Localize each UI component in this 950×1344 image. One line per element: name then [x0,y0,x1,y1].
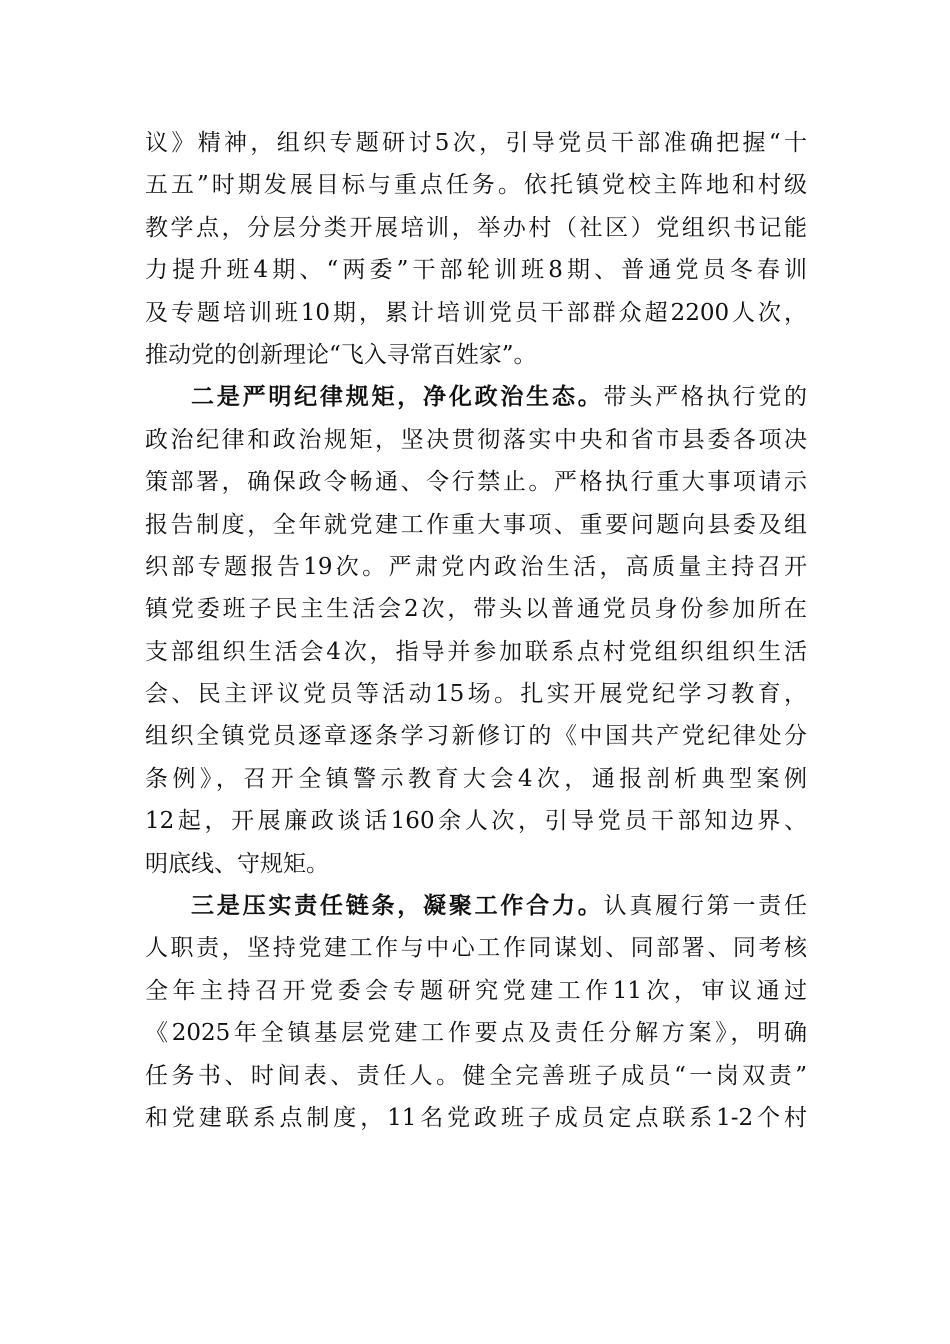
paragraph-heading: 二是严明纪律规矩，净化政治生态。 [191,383,604,411]
text-line: 《2025年全镇基层党建工作要点及责任分解方案》，明确 [145,1020,807,1047]
text-line: 条例》，召开全镇警示教育大会4次，通报剖析典型案例 [145,765,807,792]
paragraph-heading: 三是压实责任链条，凝聚工作合力。 [191,892,604,920]
paragraph-responsibility [145,885,807,1139]
text-line: 会、民主评议党员等活动15场。扎实开展党纪学习教育， [145,681,807,708]
text-line-first [145,376,807,418]
text-line: 推动党的创新理论“飞入寻常百姓家”。 [145,341,537,368]
paragraph-discipline [145,376,807,885]
text-line: 和党建联系点制度，11名党政班子成员定点联系1-2个村 [145,1104,807,1131]
text-fragment: 带头严格执行党的 [603,384,808,411]
text-fragment: 认真履行第一责任 [603,893,808,920]
document-page [145,122,807,1139]
text-line: 全年主持召开党委会专题研究党建工作11次，审议通过 [145,977,807,1004]
text-line: 明底线、守规矩。 [145,850,329,877]
text-line: 织部专题报告19次。严肃党内政治生活，高质量主持召开 [145,553,807,580]
text-line: 议》精神，组织专题研讨5次，引导党员干部准确把握“十 [145,130,807,156]
text-line: 政治纪律和政治规矩，坚决贯彻落实中央和省市县委各项决 [145,426,807,453]
text-line: 及专题培训班10期，累计培训党员干部群众超2200人次， [145,299,807,326]
text-line: 任务书、时间表、责任人。健全完善班子成员“一岗双责” [145,1062,807,1089]
text-line: 组织全镇党员逐章逐条学习新修订的《中国共产党纪律处分 [145,723,807,750]
text-line: 12起，开展廉政谈话160余人次，引导党员干部知边界、 [145,808,807,835]
text-line: 策部署，确保政令畅通、令行禁止。严格执行重大事项请示 [145,469,807,496]
text-line: 教学点，分层分类开展培训，举办村（社区）党组织书记能 [145,214,807,241]
paragraph-training [145,122,807,376]
text-line: 力提升班4期、“两委”干部轮训班8期、普通党员冬春训 [145,257,807,284]
text-line: 支部组织生活会4次，指导并参加联系点村党组织组织生活 [145,638,807,665]
text-line: 五五”时期发展目标与重点任务。依托镇党校主阵地和村级 [145,172,807,199]
text-line: 镇党委班子民主生活会2次，带头以普通党员身份参加所在 [145,596,807,623]
text-line-first [145,885,807,927]
text-line: 人职责，坚持党建工作与中心工作同谋划、同部署、同考核 [145,935,807,962]
text-line: 报告制度，全年就党建工作重大事项、重要问题向县委及组 [145,511,807,538]
